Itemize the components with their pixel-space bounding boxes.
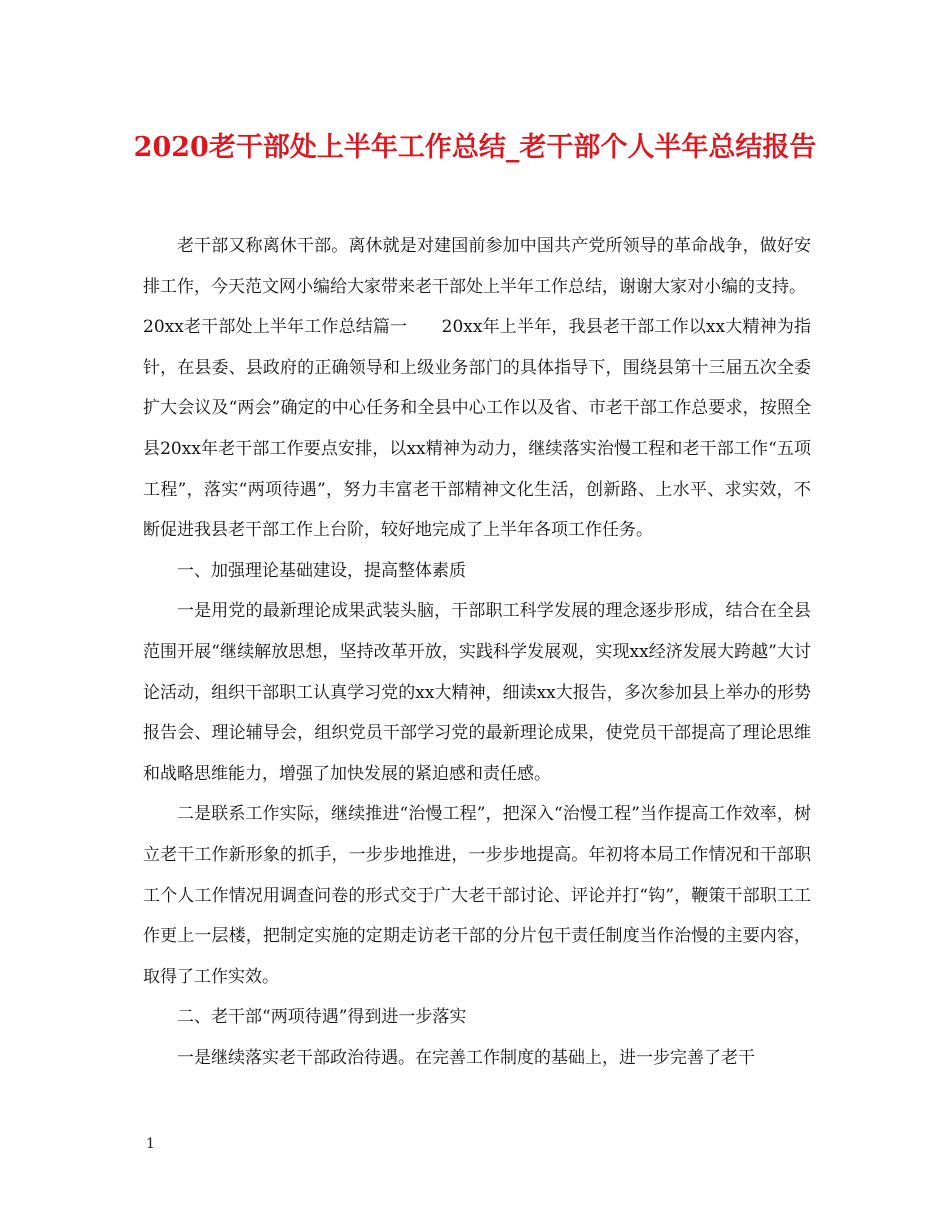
document-title: 2020老干部处上半年工作总结_老干部个人半年总结报告 — [133, 132, 817, 163]
paragraph-2a: 一是继续落实老干部政治待遇。在完善工作制度的基础上，进一步完善了老干 — [177, 1047, 755, 1068]
intro-paragraph: 老干部又称离休干部。离休就是对建国前参加中国共产党所领导的革命战争，做好安排工作，今天范文网小编给大家带来老干部处上半年工作总结，谢谢大家对小编的支持。 — [143, 236, 811, 297]
page-number: 1 — [146, 1136, 155, 1152]
document-body — [143, 226, 811, 1078]
paragraph-1a: 一是用党的最新理论成果武装头脑，干部职工科学发展的理念逐步形成，结合在全县范围开展“继续解放思想，坚持改革开放，实践科学发展观，实现xx经济发展大跨越”大讨论活动，组织干部职工认真学习党的xx大精神，细读xx大报告，多次参加县上举办的形势报告会、理论辅导会，组织党员干部学习党的最新理论成果，使党员干部提高了理论思维和战略思维能力，增强了加快发展的紧迫感和责任感。 — [143, 601, 811, 784]
first-section-paragraph: 20xx老干部处上半年工作总结篇一 20xx年上半年，我县老干部工作以xx大精神为指针，在县委、县政府的正确领导和上级业务部门的具体指导下，围绕县第十三届五次全委扩大会议及“两会”确定的中心任务和全县中心工作以及省、市老干部工作总要求，按照全县20xx年老干部工作要点安排，以xx精神为动力，继续落实治慢工程和老干部工作“五项工程”，落实“两项待遇”，努力丰富老干部精神文化生活，创新路、上水平、求实效，不断促进我县老干部工作上台阶，较好地完成了上半年各项工作任务。 — [143, 317, 811, 541]
section-heading-2: 二、老干部“两项待遇”得到进一步落实 — [177, 1007, 467, 1028]
paragraph-1b: 二是联系工作实际，继续推进“治慢工程”，把深入“治慢工程”当作提高工作效率，树立老干工作新形象的抓手，一步步地推进，一步步地提高。年初将本局工作情况和干部职工个人工作情况用调查问卷的形式交于广大老干部讨论、评论并打“钩”，鞭策干部职工工作更上一层楼，把制定实施的定期走访老干部的分片包干责任制度当作治慢的主要内容，取得了工作实效。 — [143, 804, 811, 987]
section-heading-1: 一、加强理论基础建设，提高整体素质 — [177, 560, 466, 581]
